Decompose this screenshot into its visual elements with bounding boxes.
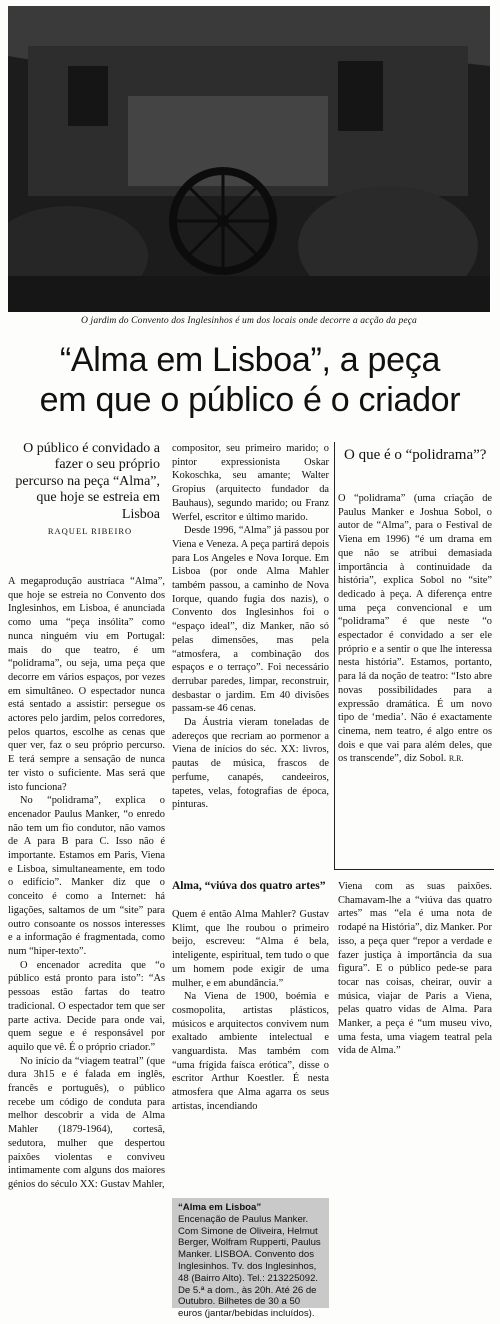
headline-line-1: “Alma em Lisboa”, a peça: [59, 341, 441, 379]
sidebar-text: O “polidrama” (uma criação de Paulus Manker e Joshua Sobol, o autor de “Alma”, para o Festival de Viena em 1996) “é um drama em que não se atribui demasiada importância à continuidade da história”, explica Sobol no “site” dedicado à peça. A diferença entre uma peça convencional e um “polidrama” é que neste “o espectador é convidado a ser ele próprio e a sentir o que lhe interessa nesta história”. Estamos, portanto, para lá da noção de teatro: “Isto abre novas possibilidades para a expressão dramática. É um novo tipo de ‘media’. Não é exactamente cinema, nem teatro, é algo entre os dois e que vai para além deles, que os transcende”, diz Sobol.: [338, 493, 492, 765]
subheading: Alma, “viúva dos quatro artes”: [172, 880, 326, 892]
byline: RAQUEL RIBEIRO: [47, 526, 133, 536]
sidebar-signature: R.R.: [448, 754, 464, 764]
paragraph: Quem é então Alma Mahler? Gustav Klimt, que lhe roubou o primeiro beijo, escreveu: “Alma é bela, inteligente, espiritual, tem tudo o que um homem pode exigir de uma mulher, e em abundância.”: [172, 909, 329, 989]
article-photo: [8, 6, 490, 312]
headline-line-2: em que o público é o criador: [39, 381, 461, 419]
photo-caption: O jardim do Convento dos Inglesinhos é um dos locais onde decorre a acção da peça: [81, 315, 417, 326]
headline: [8, 340, 492, 420]
paragraph: No “polidrama”, explica o encenador Paulus Manker, “o enredo não tem um fio condutor, não vamos de A para B para C. Isso não é importante. Estamos em Paris, Viena e Lisboa, simultaneamente, em todo o edifício”. Manker diz que o conceito é como a Internet: há ligações, saltamos de um “site” para outro consoante os nossos interesses e a informação é fragmentada, como num “hiper-texto”.: [8, 795, 165, 957]
paragraph: No início da “viagem teatral” (que dura 3h15 e é falada em inglês, francês e português), o público recebe um código de conduta para melhor descobrir a vida de Alma Mahler (1879-1964), cortesã, sedutora, mulher que despertou paixões violentas e conviveu intimamente com alguns dos maiores génios do século XX: Gustav Mahler,: [8, 1055, 165, 1190]
sidebar-paragraph: [338, 492, 492, 766]
paragraph: compositor, seu primeiro marido; o pintor expressionista Oskar Kokoschka, seu amante; Walter Gropius (arquitecto fundador da Bauhaus), segundo marido; ou Franz Werfel, escritor e último marido.: [172, 443, 329, 523]
column-3-continued: [338, 880, 492, 1058]
column-2-continued: [172, 908, 329, 1114]
show-info-box: [172, 1198, 329, 1320]
sidebar-bottom-rule: [334, 869, 494, 870]
sidebar-divider: [334, 442, 335, 870]
column-2: [172, 442, 329, 812]
info-text: Encenação de Paulus Manker. Com Simone de Oliveira, Helmut Berger, Wolfram Rupperti, Paulus Manker. LISBOA. Convento dos Inglesinhos. Tv. dos Inglesinhos, 48 (Bairro Alto). Tel.: 213225092. De 5.ª a dom., às 20h. Até 26 de Outubro. Bilhetes de 30 a 50 euros (jantar/bebidas incluídos).: [178, 1213, 321, 1320]
lead-text: O público é convidado a fazer o seu próprio percurso na peça “Alma”, que hoje se estreia em Lisboa: [15, 441, 160, 522]
paragraph: Da Áustria vieram toneladas de adereços que recriam ao pormenor a Viena de inícios do séc. XX: livros, pautas de música, frascos de perfume, canapés, candeeiros, tapetes, velas, fotografias de época, pinturas.: [172, 717, 329, 811]
paragraph: A megaprodução austríaca “Alma”, que hoje se estreia no Convento dos Inglesinhos, em Lisboa, é anunciada como uma “peça insólita” como nunca ninguém viu em Portugal: mais do que teatro, é um “polidrama”, ou seja, uma peça que decorre em vários espaços, por vezes em simultâneo. O espectador nunca está sentado a assistir: persegue os actores pelo jardim, pelos corredores, pelos quartos, escolhe as cenas que quer ver, faz o seu próprio percurso. E terá sempre a sensação de nunca ter visto o suficiente. Mas será que isto funciona?: [8, 576, 165, 793]
paragraph: Viena com as suas paixões. Chamavam-lhe a “viúva das quatro artes” mas “ela é uma nota de rodapé na História”, diz Manker. Por isso, a peça quer “repor a verdade e fazer justiça à importância da sua figura”. E o público pede-se para tocar nas coisas, cheirar, ouvir a música, viajar de Paris a Viena, pelas quatro vidas de Alma. Para Manker, a peça é “um museu vivo, uma festa, uma viagem teatral pela vida de Alma.”: [338, 881, 492, 1057]
paragraph: Desde 1996, “Alma” já passou por Viena e Veneza. A peça partirá depois para Los Angeles e Nova Iorque. Em Lisboa (por onde Alma Mahler também passou, a caminho de Nova Iorque, quando fugia dos nazis), o Convento dos Inglesinhos foi o “espaço ideal”, diz Manker, não só pelas dimensões, mas pela “atmosfera, a combinação dos espaços e o terraço”. Foi necessário derrubar paredes, limpar, reconstruir, desbastar o jardim. Em 40 divisões passam-se 46 cenas.: [172, 525, 329, 715]
paragraph: Na Viena de 1900, boémia e cosmopolita, artistas plásticos, músicos e arquitectos convivem num exaltado ambiente intelectual e vanguardista. Mas também com “uma frígida faísca erótica”, disse o escritor Arthur Koestler. É nesta atmosfera que Alma agarra os seus artistas, incendiando: [172, 991, 329, 1112]
paragraph: O encenador acredita que “o público está pronto para isto”: “As pessoas estão fartas do teatro tradicional. O espectador tem que ser parte activa. Decide para onde vai, quem segue e é responsável por aquilo que vê. É o próprio criador.”: [8, 959, 165, 1053]
sidebar-title: O que é o “polidrama”?: [344, 447, 487, 463]
info-title: “Alma em Lisboa”: [178, 1202, 262, 1213]
column-1: [8, 575, 165, 1192]
sidebar-body: [338, 492, 492, 766]
